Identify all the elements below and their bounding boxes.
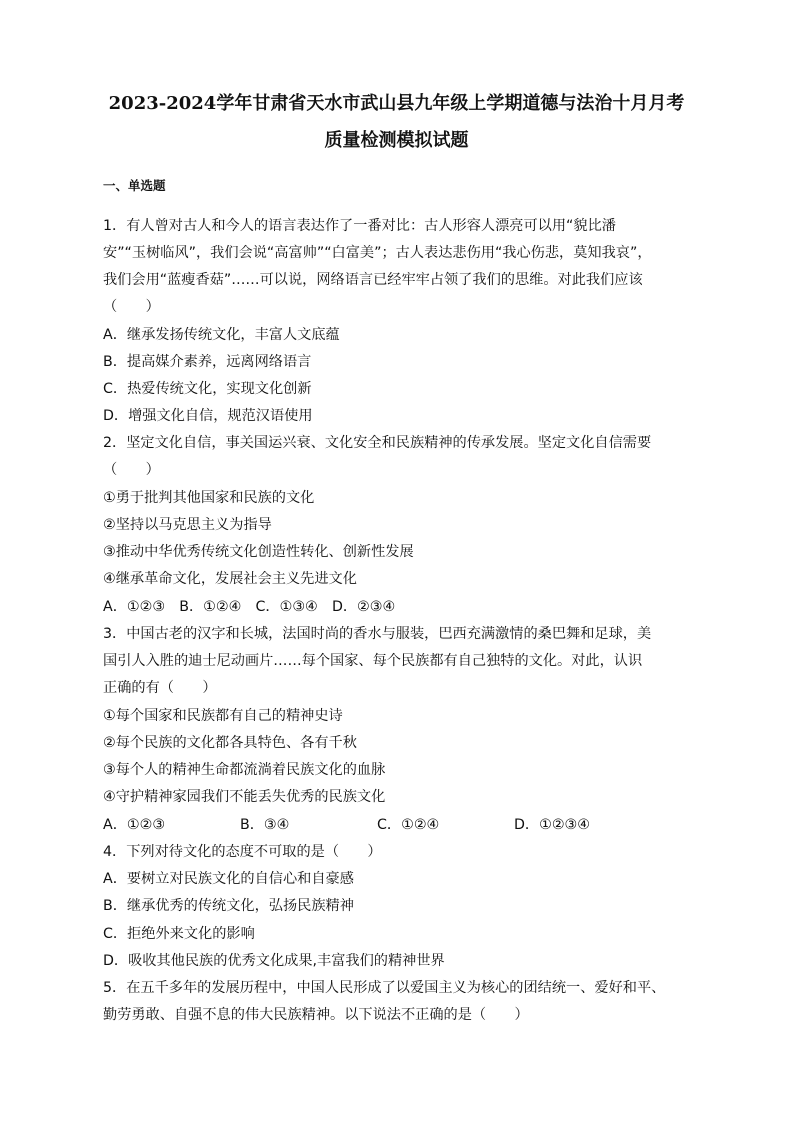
q3-option-b: B．③④ bbox=[240, 817, 290, 833]
q2-stem-line-1: 2．坚定文化自信，事关国运兴衰、文化安全和民族精神的传承发展。坚定文化自信需要 bbox=[103, 435, 652, 451]
q3-stem-line-3: 正确的有（ ） bbox=[103, 680, 217, 696]
q3-item-4: ④守护精神家园我们不能丢失优秀的民族文化 bbox=[103, 789, 386, 805]
q4-option-b: B．继承优秀的传统文化，弘扬民族精神 bbox=[103, 898, 354, 914]
q1-stem-line-2: 安”“玉树临风”，我们会说“高富帅”“白富美”；古人表达悲伤用“我心伤悲，莫知我哀”， bbox=[103, 245, 652, 261]
q4-stem-line-1: 4．下列对待文化的态度不可取的是（ ） bbox=[103, 844, 382, 860]
document-title-line-1: 2023-2024学年甘肃省天水市武山县九年级上学期道德与法治十月月考 bbox=[108, 93, 685, 114]
q3-item-3: ③每个人的精神生命都流淌着民族文化的血脉 bbox=[103, 762, 386, 778]
q4-option-a: A．要树立对民族文化的自信心和自豪感 bbox=[103, 871, 354, 887]
q3-item-1: ①每个国家和民族都有自己的精神史诗 bbox=[103, 708, 343, 724]
q2-item-4: ④继承革命文化，发展社会主义先进文化 bbox=[103, 571, 357, 587]
q4-option-c: C．拒绝外来文化的影响 bbox=[103, 926, 255, 942]
q5-stem-line-1: 5．在五千多年的发展历程中，中国人民形成了以爱国主义为核心的团结统一、爱好和平、 bbox=[103, 980, 666, 996]
q1-answer-blank: （ ） bbox=[103, 299, 160, 315]
q3-item-2: ②每个民族的文化都各具特色、各有千秋 bbox=[103, 735, 357, 751]
q2-item-2: ②坚持以马克思主义为指导 bbox=[103, 517, 272, 533]
q3-stem-line-1: 3．中国古老的汉字和长城，法国时尚的香水与服装，巴西充满激情的桑巴舞和足球，美 bbox=[103, 626, 652, 642]
q1-option-d: D．增强文化自信，规范汉语使用 bbox=[103, 408, 313, 424]
q3-option-a: A．①②③ bbox=[103, 817, 166, 833]
q1-option-b: B．提高媒介素养，远离网络语言 bbox=[103, 354, 312, 370]
section-heading: 一、单选题 bbox=[103, 178, 166, 193]
q1-option-c: C．热爱传统文化，实现文化创新 bbox=[103, 381, 312, 397]
q1-stem-line-3: 我们会用“蓝瘦香菇”……可以说，网络语言已经牢牢占领了我们的思维。对此我们应该 bbox=[103, 272, 643, 288]
q3-option-d: D．①②③④ bbox=[514, 817, 590, 833]
q5-stem-line-2: 勤劳勇敢、自强不息的伟大民族精神。以下说法不正确的是（ ） bbox=[103, 1007, 529, 1023]
q2-item-3: ③推动中华优秀传统文化创造性转化、创新性发展 bbox=[103, 544, 414, 560]
q2-answer-blank: （ ） bbox=[103, 462, 160, 478]
q1-stem-line-1: 1．有人曾对古人和今人的语言表达作了一番对比：古人形容人漂亮可以用“貌比潘 bbox=[103, 218, 616, 234]
q3-option-c: C．①②④ bbox=[377, 817, 440, 833]
q4-option-d: D．吸收其他民族的优秀文化成果,丰富我们的精神世界 bbox=[103, 953, 445, 969]
q1-option-a: A．继承发扬传统文化，丰富人文底蕴 bbox=[103, 327, 340, 343]
q3-stem-line-2: 国引人入胜的迪士尼动画片……每个国家、每个民族都有自己独特的文化。对此，认识 bbox=[103, 653, 643, 669]
q2-item-1: ①勇于批判其他国家和民族的文化 bbox=[103, 490, 315, 506]
q2-options: A．①②③ B．①②④ C．①③④ D．②③④ bbox=[103, 599, 396, 615]
document-title-line-2: 质量检测模拟试题 bbox=[324, 130, 469, 151]
